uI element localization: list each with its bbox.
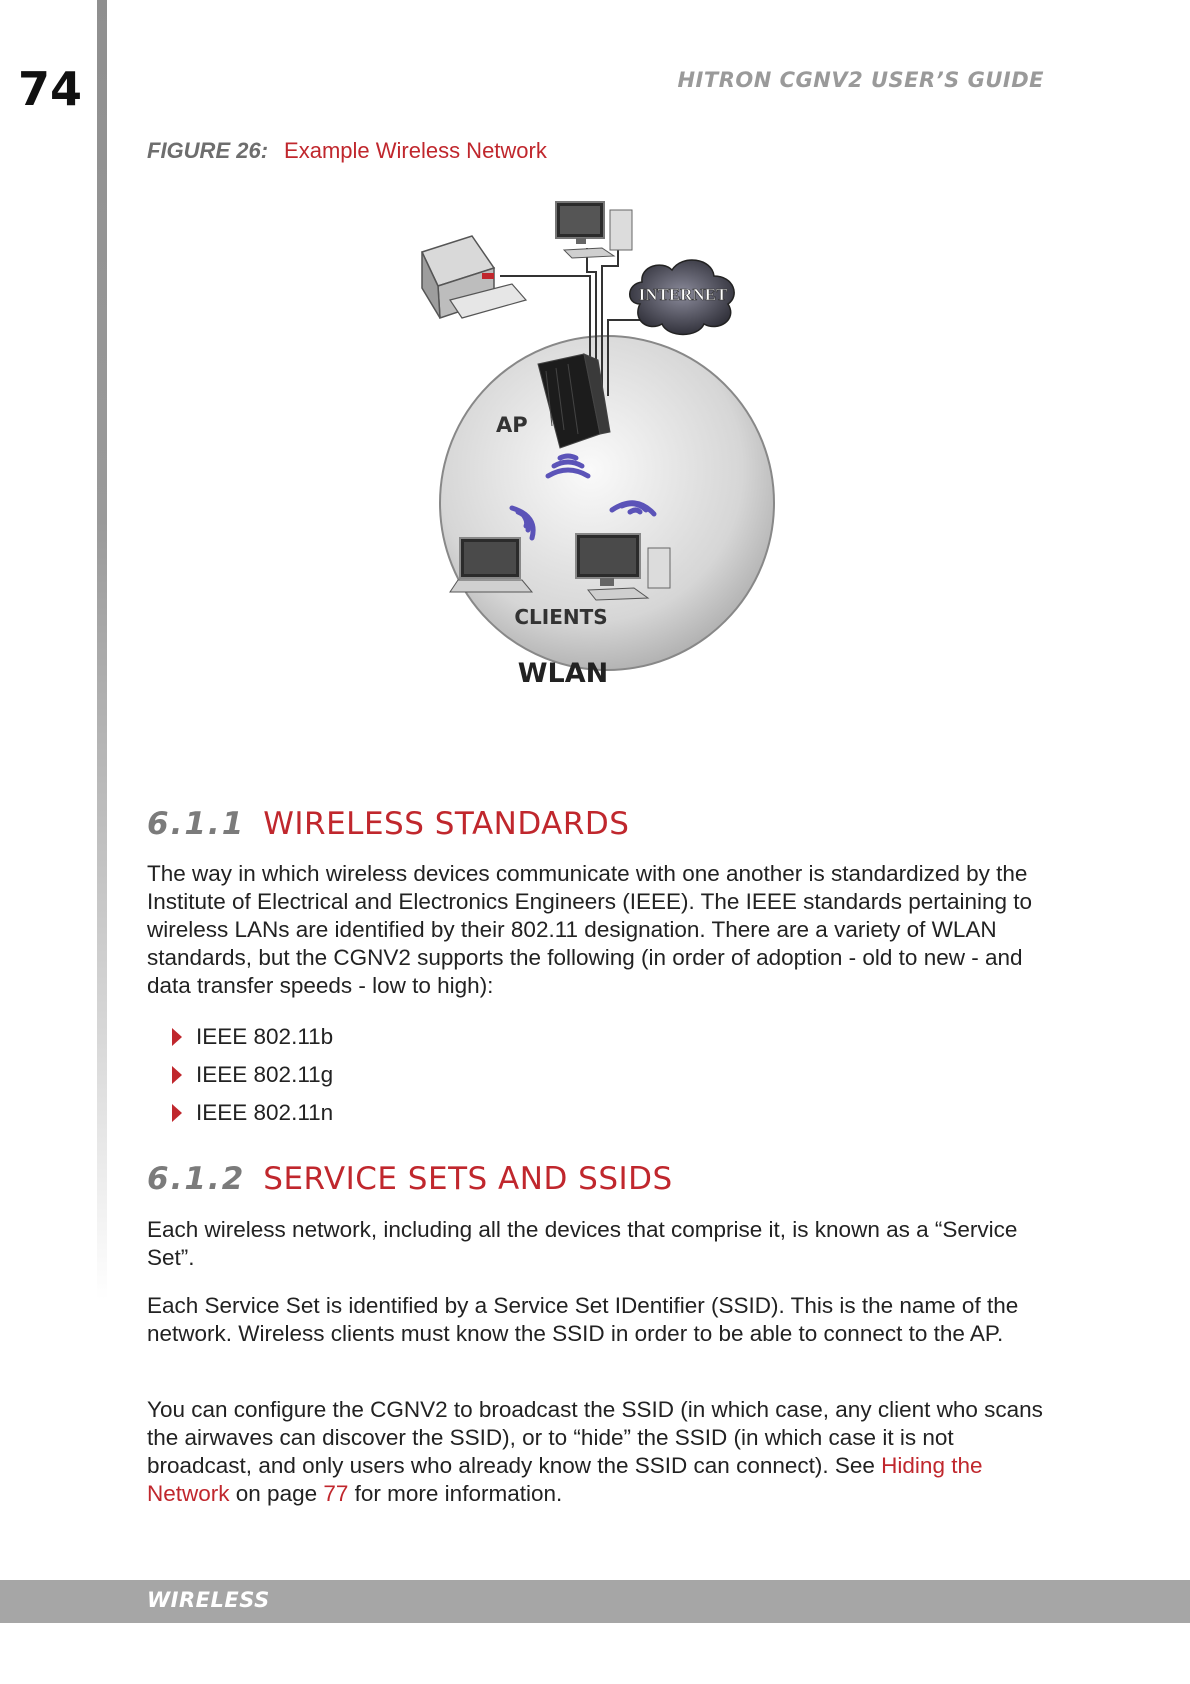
footer-section-label: WIRELESS <box>147 1588 270 1612</box>
list-item: IEEE 802.11g <box>172 1056 333 1094</box>
figure-label: FIGURE 26: <box>147 138 269 163</box>
bullet-triangle-icon <box>172 1066 182 1084</box>
section-number: 6.1.2 <box>147 1161 246 1197</box>
left-margin-bar <box>97 0 107 1300</box>
bullet-triangle-icon <box>172 1104 182 1122</box>
section-heading-service-sets <box>147 1161 673 1197</box>
laptop-client-icon <box>450 538 532 592</box>
paragraph-broadcast-ssid: You can configure the CGNV2 to broadcast the SSID (in which case, any client who scans the airwaves can discover the SSID), or to “hide” the SSID (in which case it is not broadcast, and only users who already know the SSID can connect). See Hiding the Network on page 77 for more information. <box>147 1397 1043 1506</box>
page-number: 74 <box>18 62 83 116</box>
footer-bar <box>0 1580 1190 1623</box>
desktop-computer-icon <box>556 202 632 258</box>
page-77-link[interactable]: 77 <box>323 1481 349 1506</box>
clients-label: CLIENTS <box>514 605 608 629</box>
section-title: SERVICE SETS AND SSIDS <box>263 1161 673 1197</box>
internet-label: INTERNET <box>638 285 728 304</box>
paragraph-service-set: Each wireless network, including all the devices that comprise it, is known as a “Service Set”. <box>147 1217 1018 1270</box>
wireless-network-diagram <box>400 196 820 736</box>
list-item: IEEE 802.11n <box>172 1094 333 1132</box>
section-title: WIRELESS STANDARDS <box>263 806 630 842</box>
standards-list <box>172 1018 333 1132</box>
paragraph-ssid: Each Service Set is identified by a Service Set IDentifier (SSID). This is the name of the network. Wireless clients must know the SSID in order to be able to connect to the AP. <box>147 1293 1019 1346</box>
paragraph-wireless-standards: The way in which wireless devices communicate with one another is standardized by the Institute of Electrical and Electronics Engineers (IEEE). The IEEE standards pertaining to wireless LANs are identified by their 802.11 designation. There are a variety of WLAN standards, but the CGNV2 supports the following (in order of adoption - old to new - and data transfer speeds - low to high): <box>147 861 1033 998</box>
bullet-triangle-icon <box>172 1028 182 1046</box>
list-item: IEEE 802.11b <box>172 1018 333 1056</box>
guide-title: HITRON CGNV2 USER’S GUIDE <box>677 68 1044 92</box>
figure-caption <box>147 138 547 164</box>
figure-title: Example Wireless Network <box>284 138 547 163</box>
wlan-label: WLAN <box>517 658 609 689</box>
section-number: 6.1.1 <box>147 806 246 842</box>
section-heading-wireless-standards <box>147 806 629 842</box>
hiding-the-network-link[interactable]: Hiding the Network <box>147 1453 983 1506</box>
ap-label: AP <box>496 413 528 437</box>
internet-cloud-icon <box>630 260 734 335</box>
